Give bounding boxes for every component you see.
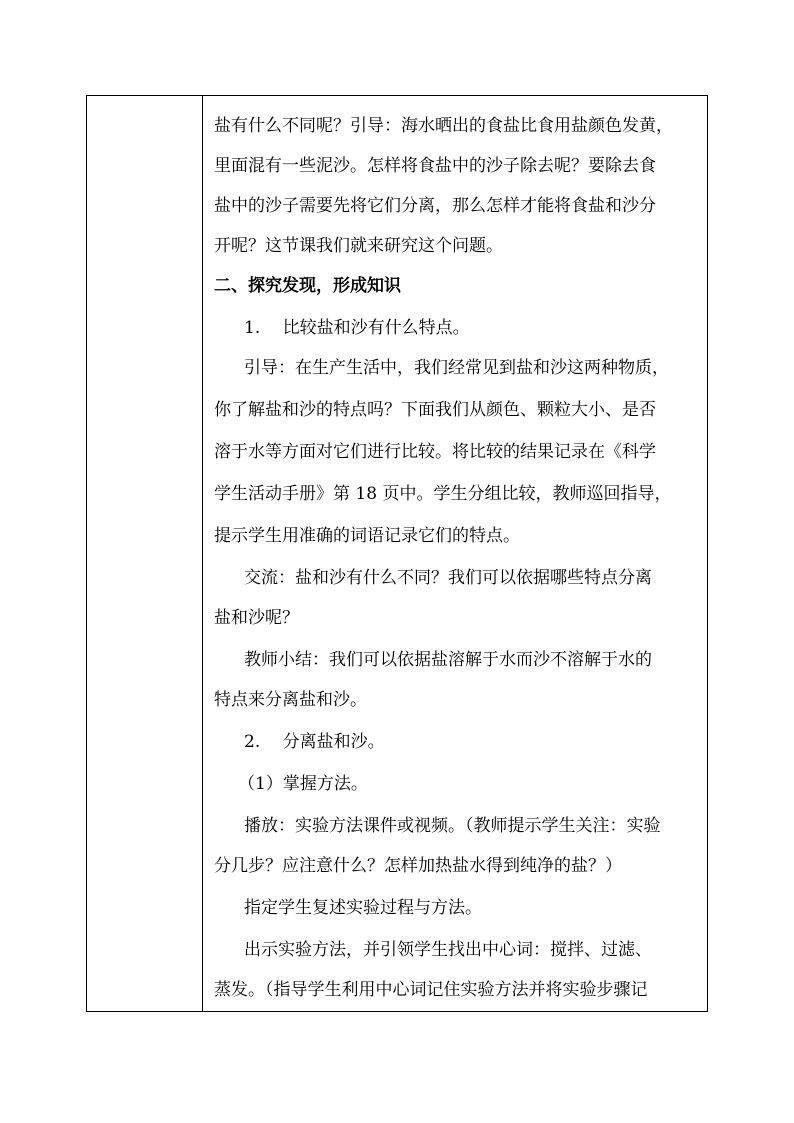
text-line: 出示实验方法，并引领学生找出中心词：搅拌、过滤、 bbox=[244, 940, 652, 960]
text-line: 蒸发。（指导学生利用中心词记住实验方法并将实验步骤记 bbox=[214, 980, 648, 1000]
text-line: 盐有什么不同呢？引导：海水晒出的食盐比食用盐颜色发黄， bbox=[214, 116, 673, 136]
text-line: 溶于水等方面对它们进行比较。将比较的结果记录在《科学 bbox=[214, 442, 656, 462]
text-line: 提示学生用准确的词语记录它们的特点。 bbox=[214, 526, 520, 546]
numbered-item: 2. 分离盐和沙。 bbox=[244, 732, 385, 752]
text-line: 指定学生复述实验过程与方法。 bbox=[244, 898, 482, 918]
sub-item: （1）掌握方法。 bbox=[238, 774, 368, 794]
text-line: 引导：在生产生活中，我们经常见到盐和沙这两种物质， bbox=[244, 358, 669, 378]
text-line: 播放：实验方法课件或视频。（教师提示学生关注：实验 bbox=[244, 816, 661, 836]
text-line: 里面混有一些泥沙。怎样将食盐中的沙子除去呢？要除去食 bbox=[214, 156, 656, 176]
text-line: 特点来分离盐和沙。 bbox=[214, 690, 367, 710]
text-line: 你了解盐和沙的特点吗？下面我们从颜色、颗粒大小、是否 bbox=[214, 400, 656, 420]
text-line: 盐中的沙子需要先将它们分离，那么怎样才能将食盐和沙分 bbox=[214, 196, 656, 216]
label-column bbox=[87, 96, 203, 1011]
section-heading: 二、探究发现，形成知识 bbox=[214, 276, 401, 296]
text-line: 教师小结：我们可以依据盐溶解于水而沙不溶解于水的 bbox=[244, 650, 652, 670]
text-line: 盐和沙呢？ bbox=[214, 608, 299, 628]
text-line: 学生活动手册》第 18 页中。学生分组比较，教师巡回指导， bbox=[214, 484, 672, 504]
lesson-table bbox=[86, 95, 708, 1012]
content-column bbox=[204, 96, 707, 1011]
text-line: 开呢？这节课我们就来研究这个问题。 bbox=[214, 236, 503, 256]
numbered-item: 1. 比较盐和沙有什么特点。 bbox=[244, 318, 470, 338]
text-line: 分几步？应注意什么？怎样加热盐水得到纯净的盐？） bbox=[214, 856, 622, 876]
text-line: 交流：盐和沙有什么不同？我们可以依据哪些特点分离 bbox=[244, 568, 652, 588]
